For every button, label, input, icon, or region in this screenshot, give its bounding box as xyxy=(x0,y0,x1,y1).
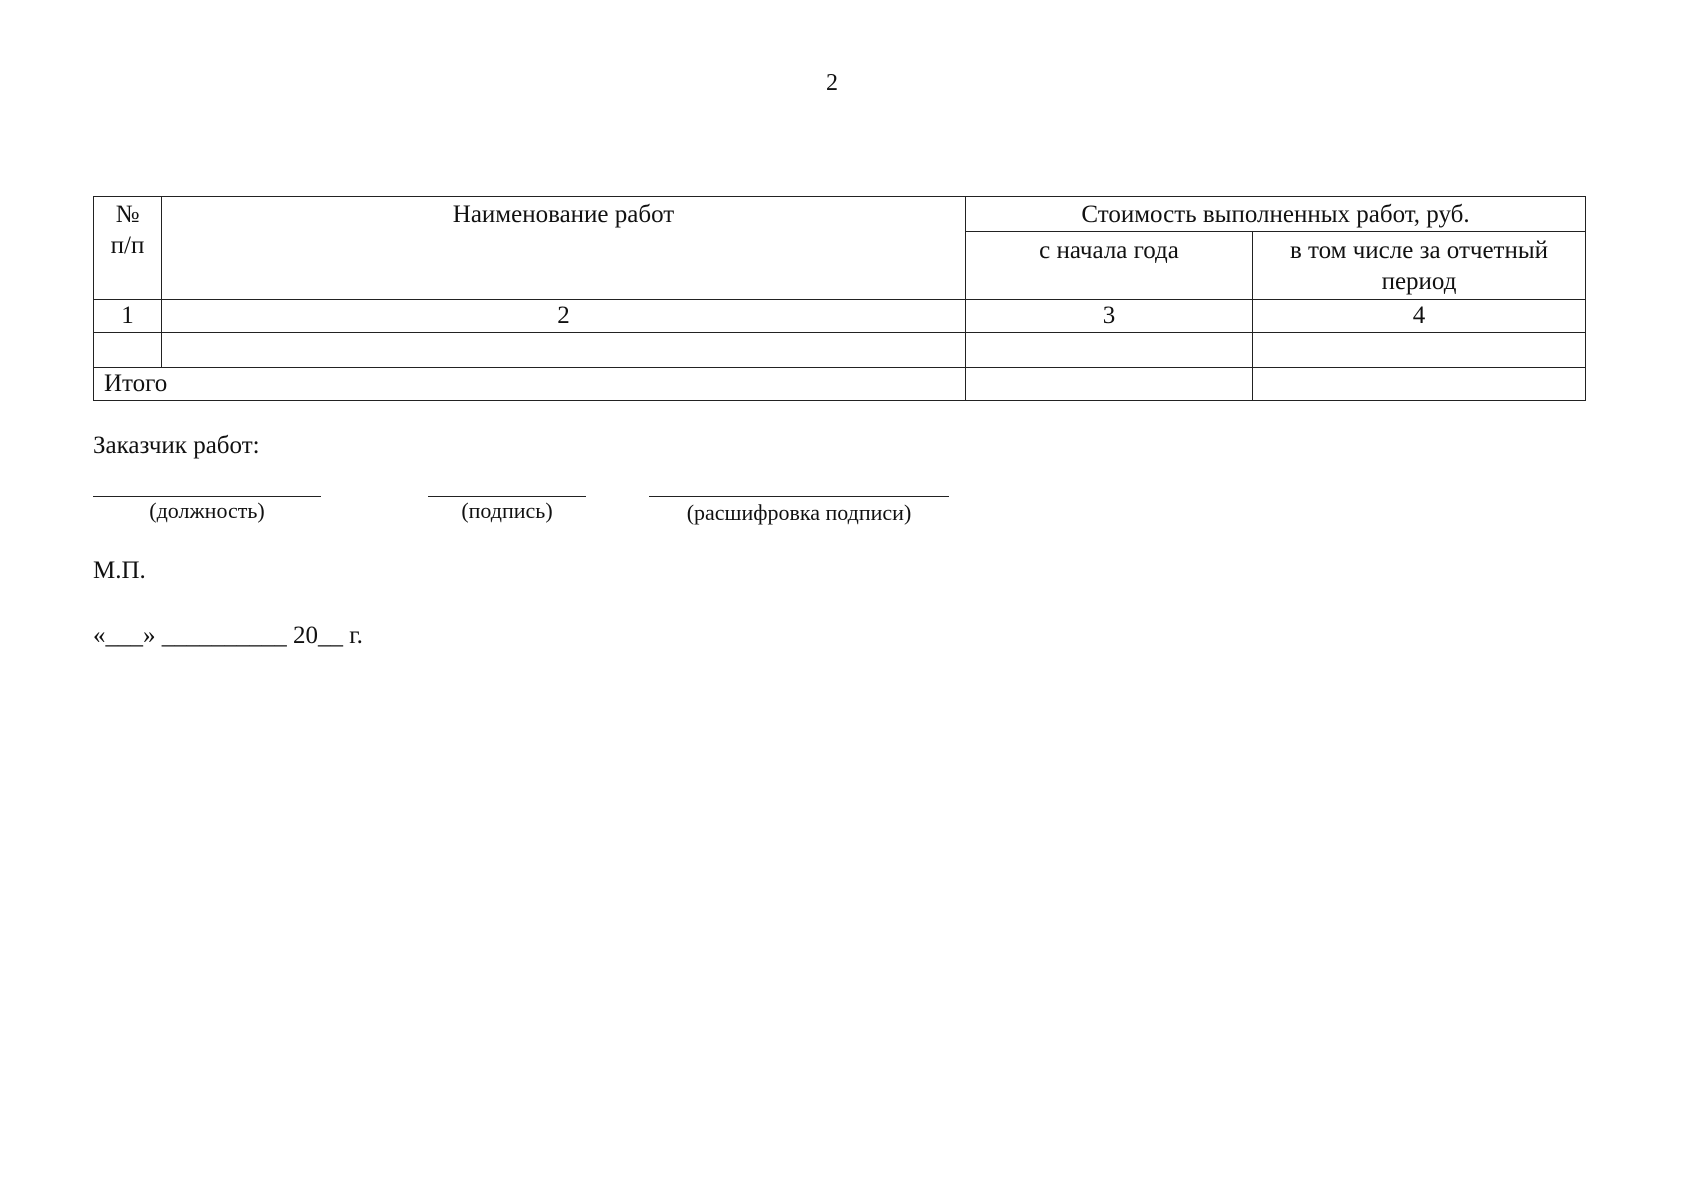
column-index-row xyxy=(94,300,1586,333)
column-index-cell: 2 xyxy=(162,300,966,333)
empty-cell xyxy=(162,333,966,368)
works-table xyxy=(93,196,1586,401)
signature-decoding-caption: (расшифровка подписи) xyxy=(686,500,912,525)
signature-decoding-line xyxy=(649,496,949,497)
signature-line xyxy=(428,496,586,497)
signature-caption: (подпись) xyxy=(461,498,553,523)
page-number: 2 xyxy=(826,70,838,96)
stamp-label: М.П. xyxy=(93,557,146,584)
total-row xyxy=(94,368,1586,401)
total-label: Итого xyxy=(94,368,966,401)
position-line xyxy=(93,496,321,497)
header-work-name: Наименование работ xyxy=(162,197,966,300)
header-number-sign: № xyxy=(115,201,140,228)
column-index-cell: 4 xyxy=(1253,300,1586,333)
customer-label: Заказчик работ: xyxy=(93,432,260,459)
header-cost: Стоимость выполненных работ, руб. xyxy=(966,197,1586,232)
header-number-abbr: п/п xyxy=(110,232,145,260)
date-line: «___» __________ 20__ г. xyxy=(93,622,363,649)
empty-cell xyxy=(1253,333,1586,368)
empty-cell xyxy=(966,333,1253,368)
total-reporting-period-cell xyxy=(1253,368,1586,401)
empty-cell xyxy=(94,333,162,368)
column-index-cell: 1 xyxy=(94,300,162,333)
header-number-cell xyxy=(94,197,162,300)
header-reporting-period: в том числе за отчетный период xyxy=(1253,232,1586,300)
position-caption: (должность) xyxy=(149,498,265,523)
table-row xyxy=(94,333,1586,368)
total-since-year-start-cell xyxy=(966,368,1253,401)
column-index-cell: 3 xyxy=(966,300,1253,333)
header-since-year-start: с начала года xyxy=(966,232,1253,300)
